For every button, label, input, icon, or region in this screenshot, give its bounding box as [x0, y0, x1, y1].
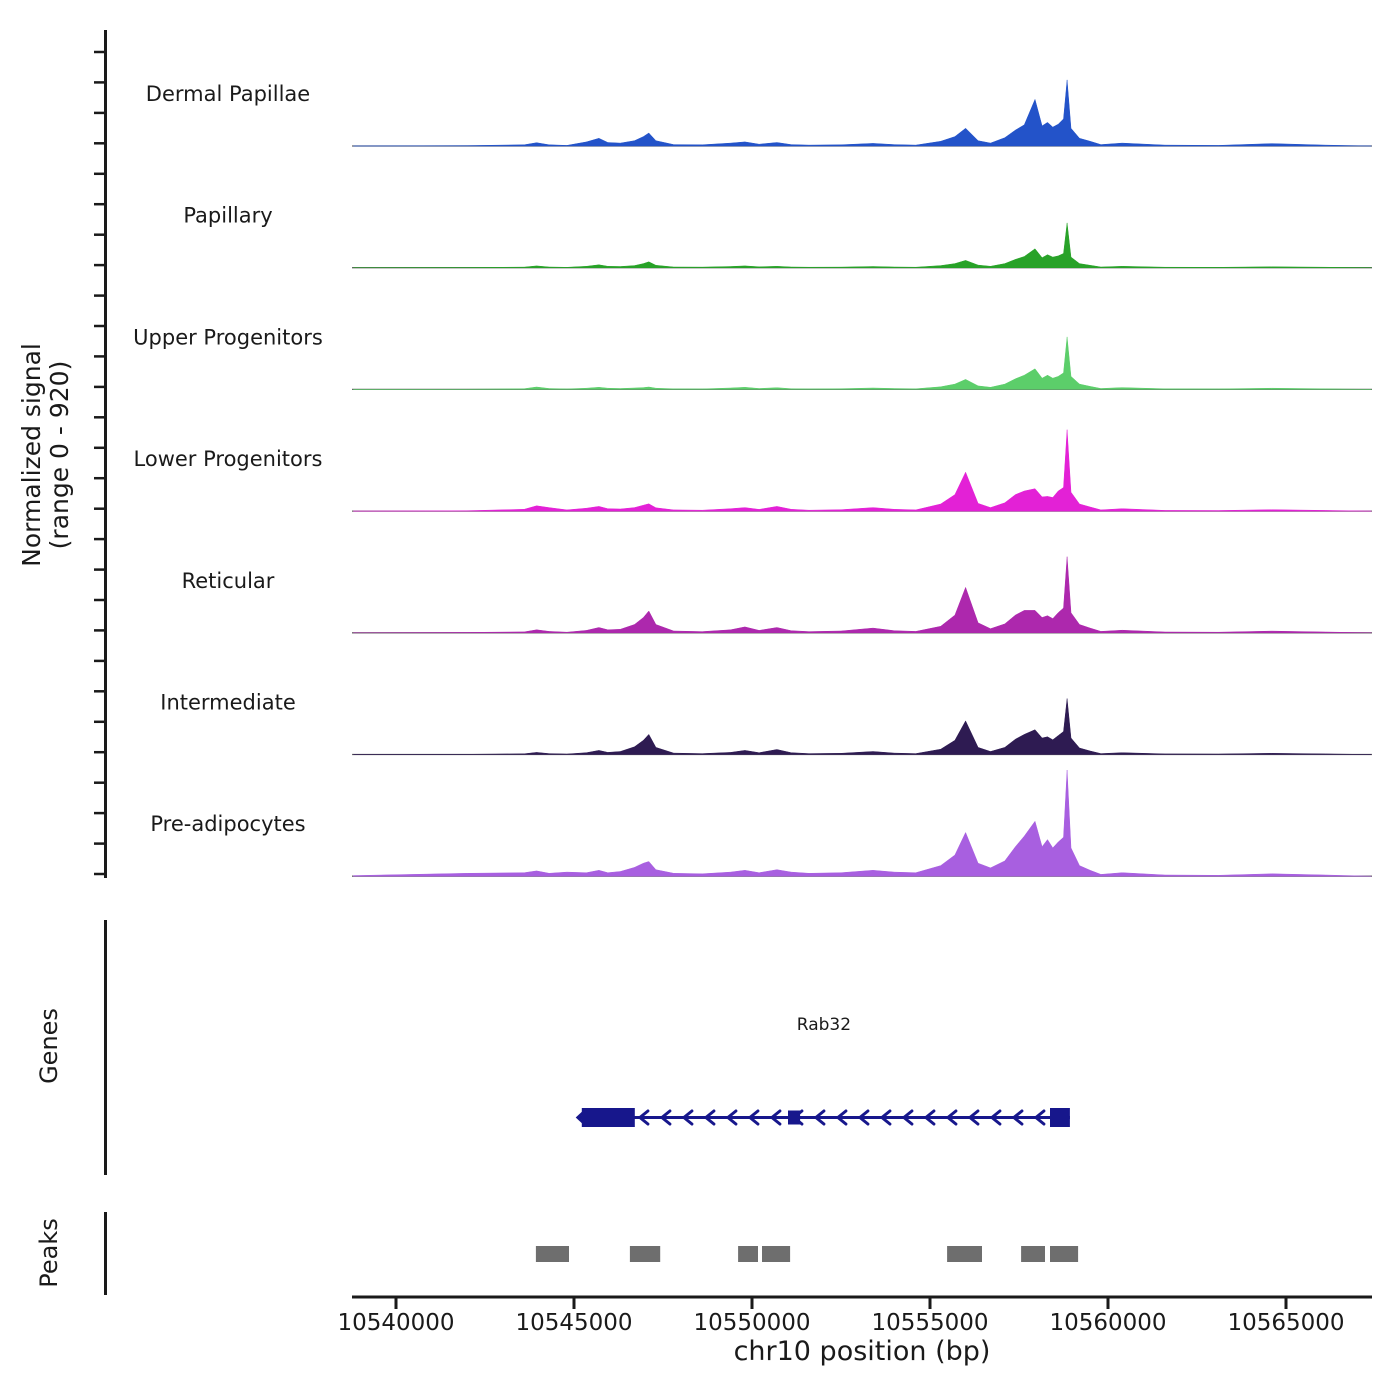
x-axis-tick-label: 10540000 [337, 1310, 455, 1336]
track-label-pre-adipocytes: Pre-adipocytes [150, 812, 306, 837]
peak-interval [762, 1246, 790, 1262]
gene-exon [1050, 1108, 1070, 1127]
track-label-dermal-papillae: Dermal Papillae [145, 82, 311, 106]
peaks-axis-label: Peaks [35, 1218, 63, 1288]
peak-interval [947, 1246, 982, 1262]
peak-interval [630, 1246, 660, 1262]
signal-area-lower-progenitors [353, 430, 1371, 511]
genes-axis-label: Genes [35, 1008, 63, 1084]
gene-exon [582, 1108, 635, 1127]
track-label-intermediate: Intermediate [160, 690, 296, 715]
x-axis-tick-label: 10550000 [693, 1310, 811, 1336]
signal-area-reticular [353, 557, 1371, 633]
signal-area-intermediate [353, 699, 1371, 755]
signal-area-dermal-papillae [353, 80, 1371, 146]
peak-interval [1021, 1246, 1045, 1262]
peak-interval [738, 1246, 758, 1262]
track-label-lower-progenitors: Lower Progenitors [133, 447, 323, 472]
peak-interval [536, 1246, 569, 1262]
gene-exon [788, 1111, 800, 1125]
peak-interval [1050, 1246, 1078, 1262]
track-label-papillary: Papillary [183, 203, 273, 228]
signal-area-pre-adipocytes [353, 770, 1371, 876]
track-label-reticular: Reticular [181, 568, 275, 593]
x-axis-tick-label: 10560000 [1049, 1310, 1167, 1336]
signal-area-upper-progenitors [353, 337, 1371, 390]
y-axis-label-line1: Normalized signal [17, 343, 46, 567]
x-axis-label: chr10 position (bp) [733, 1336, 991, 1367]
signal-area-papillary [353, 223, 1371, 268]
gene-name-label: Rab32 [796, 1015, 852, 1035]
x-axis-tick-label: 10555000 [871, 1310, 989, 1336]
track-label-upper-progenitors: Upper Progenitors [133, 325, 323, 350]
x-axis-tick-label: 10545000 [515, 1310, 633, 1336]
y-axis-label-line2: (range 0 - 920) [45, 360, 74, 550]
x-axis-tick-label: 10565000 [1227, 1310, 1345, 1336]
